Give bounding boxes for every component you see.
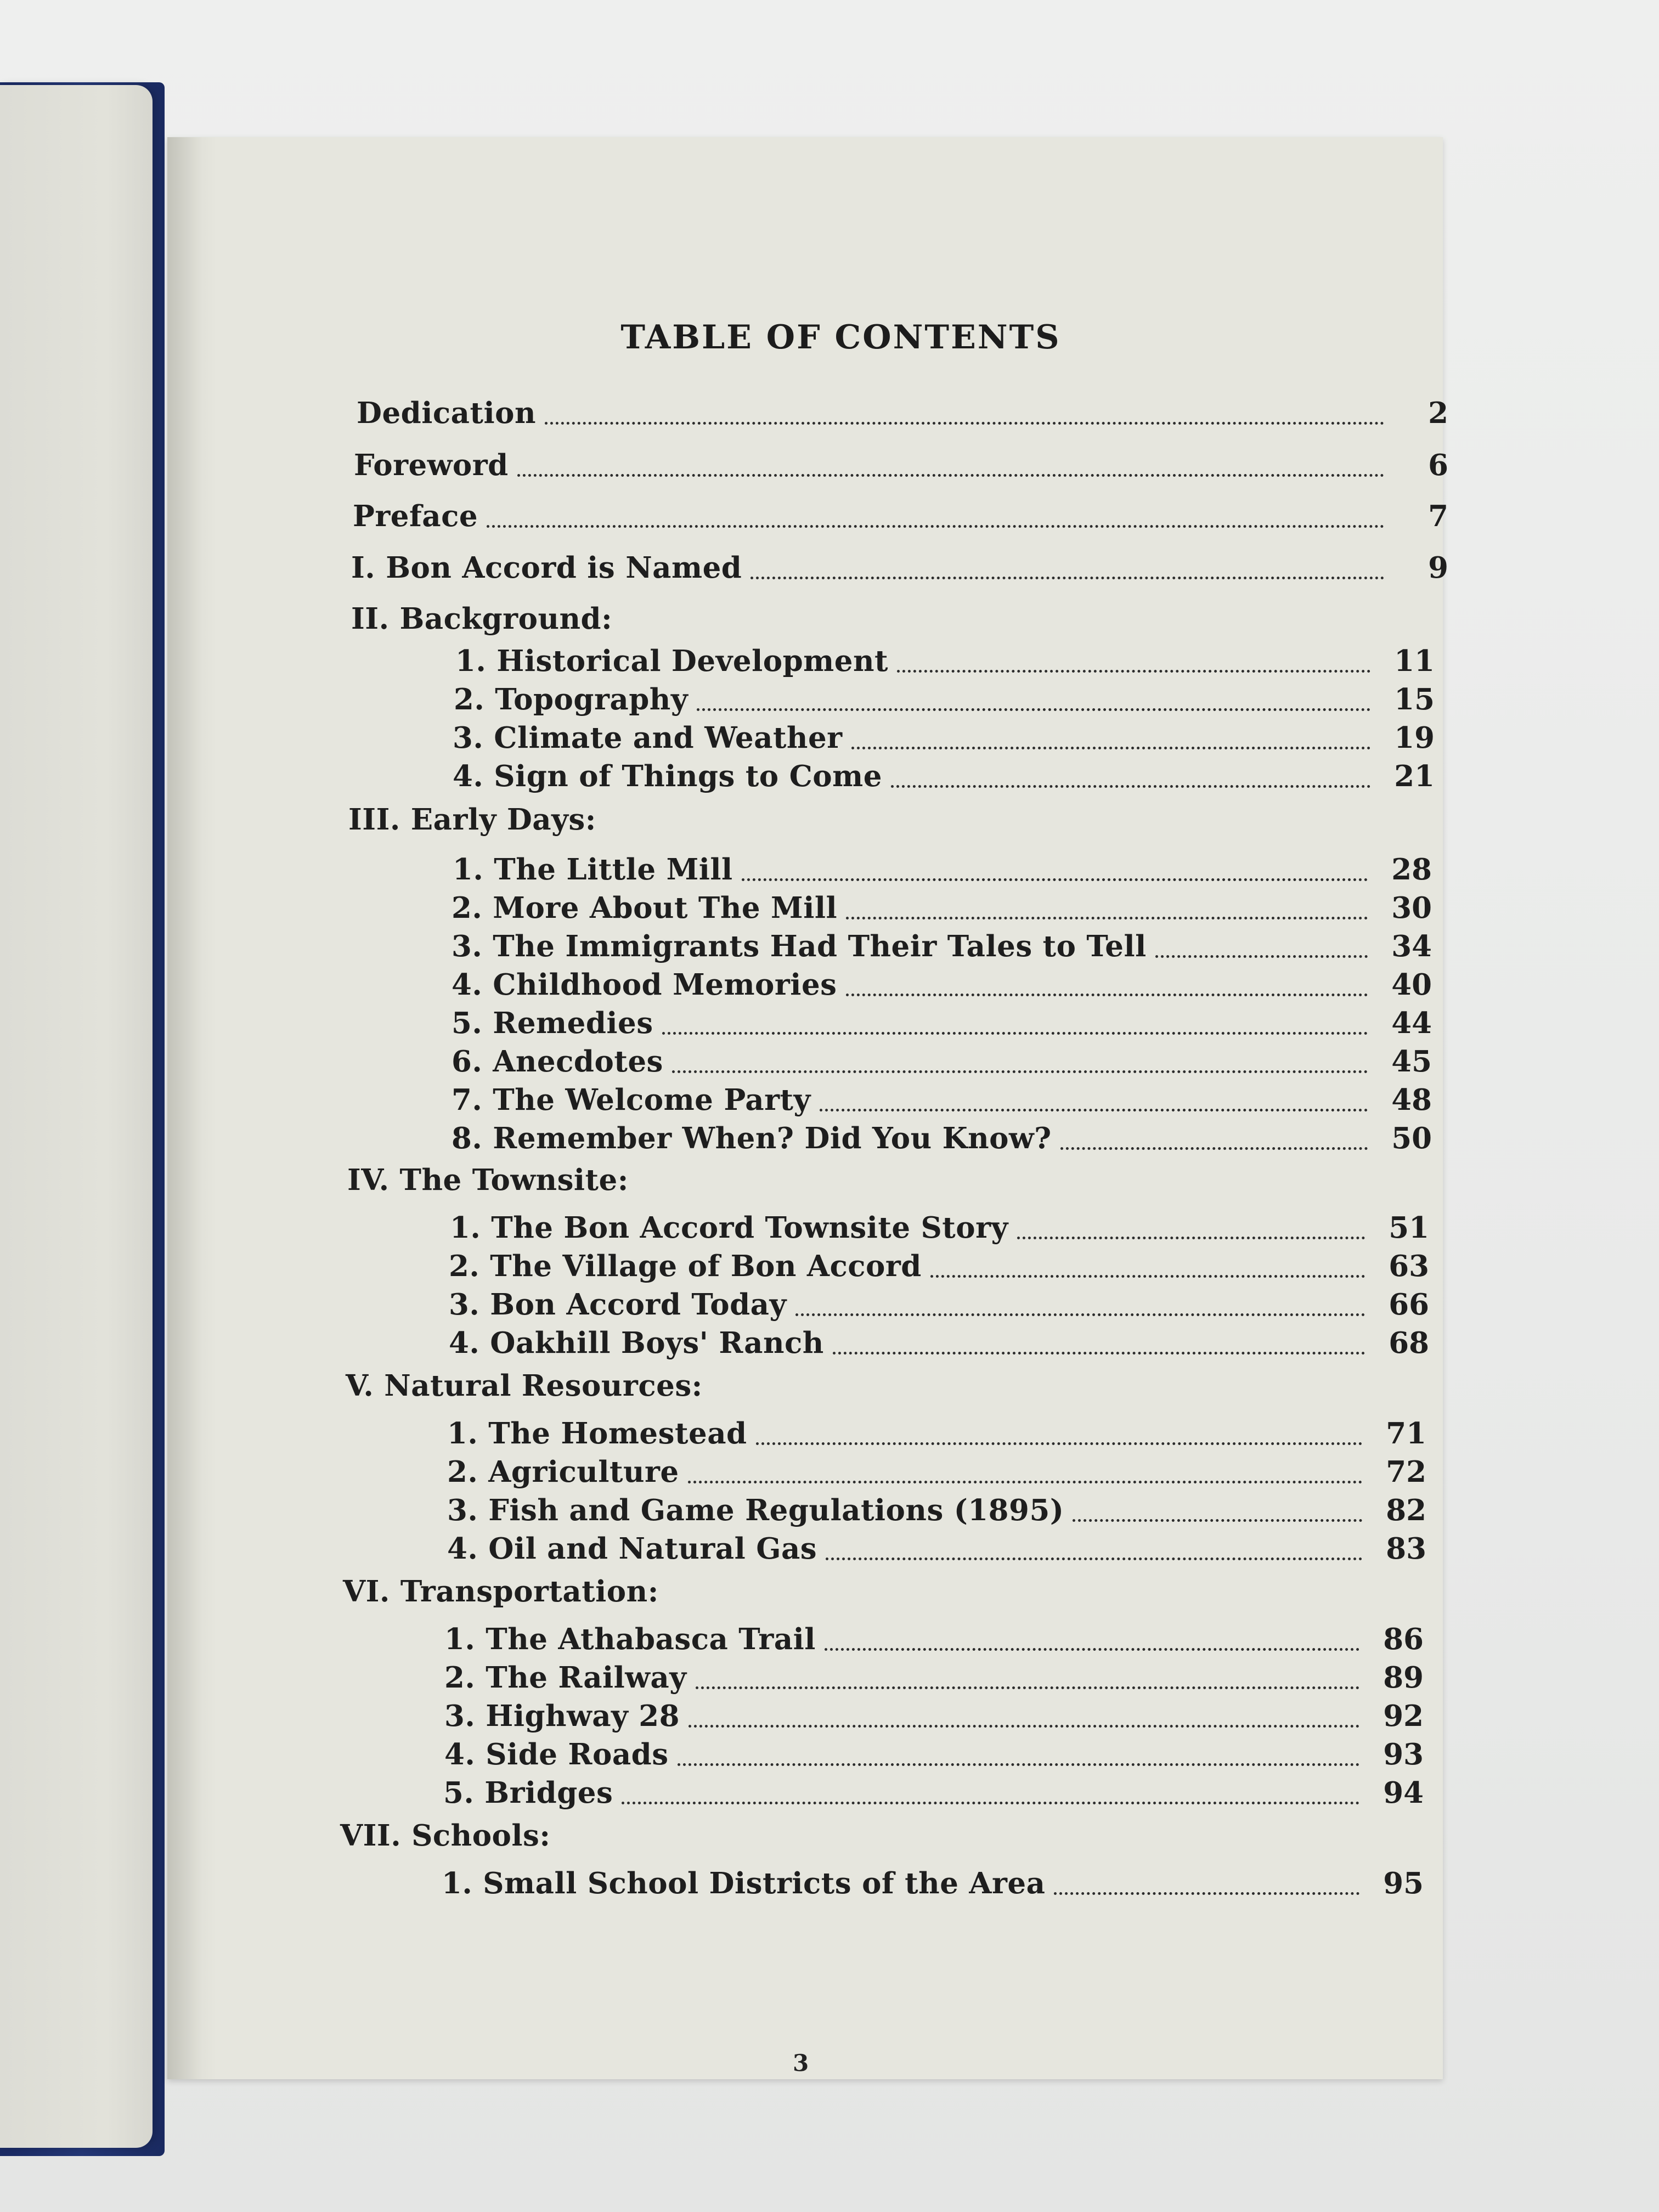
toc-entry-dedication [357,390,1448,428]
toc-section-heading: III. Early Days: [348,803,596,837]
toc-entry-label: 4. Side Roads [444,1737,669,1771]
toc-entry [454,676,1435,714]
toc-entry [450,1204,1429,1243]
toc-entry-page: 45 [1391,1045,1432,1079]
dot-leader [820,1109,1368,1111]
toc-entry-label: 4. Childhood Memories [452,968,837,1002]
toc-entry-page: 9 [1428,551,1448,585]
toc-entry [452,1076,1432,1115]
toc-entry-page: 34 [1391,929,1432,963]
toc-entry-label: 2. More About The Mill [452,891,838,925]
toc-entry-page: 83 [1386,1532,1426,1566]
toc-entry [452,884,1432,923]
toc-entry-page: 28 [1391,853,1432,887]
toc-entry-page: 21 [1394,759,1435,793]
dot-leader [833,1352,1365,1355]
dot-leader [688,1481,1362,1483]
toc-entry [453,753,1435,791]
toc-entry-label: 1. The Bon Accord Townsite Story [450,1211,1008,1245]
dot-leader [1017,1237,1365,1239]
toc-entry-page: 19 [1394,721,1435,755]
toc-entry-page: 92 [1383,1699,1424,1733]
dot-leader [545,422,1384,425]
toc-entry [452,1038,1432,1079]
toc-entry [449,1281,1429,1322]
toc-entry [447,1487,1426,1525]
toc-entry [452,1115,1432,1153]
toc-entry-page: 93 [1383,1737,1424,1771]
toc-entry-page: 66 [1389,1288,1429,1322]
toc-entry-page: 72 [1386,1455,1426,1489]
dot-leader [696,1686,1359,1689]
toc-entry-label: 7. The Welcome Party [452,1083,811,1117]
toc-section-heading: V. Natural Resources: [346,1369,703,1403]
toc-entry-label: 8. Remember When? Did You Know? [452,1121,1052,1155]
dot-leader [1054,1892,1359,1895]
toc-entry [447,1410,1426,1451]
toc-entry-foreword [354,442,1448,480]
dot-leader [891,785,1370,788]
toc-entry-page: 40 [1391,968,1432,1002]
toc-entry [444,1731,1424,1769]
toc-section-heading: VII. Schools: [340,1819,551,1853]
toc-entry-label: Preface [353,499,478,533]
toc-entry-page: 50 [1391,1121,1432,1155]
toc-entry-label: 2. The Village of Bon Accord [449,1249,922,1283]
toc-entry-label: Dedication [357,396,536,430]
page-number: 3 [793,2050,809,2076]
toc-entry-preface [353,493,1448,531]
toc-entry-label: 2. Agriculture [447,1455,679,1489]
dot-leader [795,1313,1365,1316]
toc-entry-label: 3. Highway 28 [444,1699,680,1733]
toc-section-heading: I. Bon Accord is Named [351,551,742,585]
dot-leader [678,1763,1359,1766]
toc-entry [442,1860,1424,1898]
dot-leader [517,474,1384,477]
toc-entry-page: 2 [1428,396,1448,430]
toc-entry-page: 44 [1391,1006,1432,1040]
toc-entry-page: 11 [1394,644,1435,678]
toc-entry-page: 86 [1383,1622,1424,1656]
dot-leader [846,917,1368,919]
dot-leader [756,1442,1362,1445]
toc-entry [453,714,1435,753]
toc-section-1 [351,544,1448,583]
toc-entry-label: 5. Bridges [443,1776,613,1810]
toc-entry-label: 1. The Homestead [447,1417,747,1451]
dot-leader [851,747,1370,749]
toc-entry-page: 68 [1389,1326,1429,1360]
toc-entry [443,1769,1424,1808]
toc-entry-label: 1. The Little Mill [453,853,733,887]
toc-entry-label: 1. The Athabasca Trail [444,1622,816,1656]
dot-leader [1073,1519,1362,1522]
toc-entry-page: 95 [1383,1866,1424,1900]
toc-entry-label: 2. The Railway [444,1661,687,1695]
toc-entry-page: 71 [1386,1417,1426,1451]
toc-entry [452,1000,1432,1038]
toc-entry-label: 1. Historical Development [455,644,888,678]
toc-entry [447,1448,1426,1487]
page-title: TABLE OF CONTENTS [620,318,1061,357]
toc-entry-page: 15 [1394,682,1435,716]
toc-section-heading: II. Background: [351,602,613,636]
toc-entry-label: 3. Climate and Weather [453,721,843,755]
toc-entry-page: 6 [1428,448,1448,482]
toc-entry-label: Foreword [354,448,509,482]
toc-entry-label: 6. Anecdotes [452,1045,663,1079]
toc-entry-label: 4. Oil and Natural Gas [447,1532,817,1566]
toc-entry-label: 3. Bon Accord Today [449,1288,787,1322]
dot-leader [826,1558,1362,1560]
dot-leader [689,1725,1359,1728]
toc-entry-page: 51 [1389,1211,1429,1245]
toc-entry [444,1616,1424,1654]
dot-leader [622,1802,1359,1804]
toc-entry-label: 4. Oakhill Boys' Ranch [449,1326,824,1360]
dot-leader [697,708,1370,711]
toc-entry [453,846,1432,887]
toc-entry [449,1243,1429,1281]
dot-leader [930,1275,1365,1278]
dot-leader [897,670,1370,673]
dot-leader [846,994,1368,996]
toc-entry [452,923,1432,961]
toc-section-heading: VI. Transportation: [343,1575,659,1609]
book-page [167,137,1448,2079]
dot-leader [662,1032,1368,1035]
toc-entry-page: 30 [1391,891,1432,925]
toc-entry-label: 4. Sign of Things to Come [453,759,882,793]
toc-entry-label: 3. Fish and Game Regulations (1895) [447,1493,1064,1527]
toc-entry-page: 7 [1428,499,1448,533]
toc-entry [455,637,1435,676]
toc-entry-label: 5. Remedies [452,1006,653,1040]
toc-entry-page: 89 [1383,1661,1424,1695]
toc-entry-label: 3. The Immigrants Had Their Tales to Tell [452,929,1147,963]
toc-entry [444,1654,1424,1695]
dot-leader [1155,955,1368,958]
dot-leader [487,525,1384,528]
left-page-edge [0,85,153,2148]
toc-entry [449,1319,1429,1358]
dot-leader [1060,1147,1368,1150]
dot-leader [742,878,1368,881]
toc-entry-label: 2. Topography [454,682,689,716]
dot-leader [672,1070,1368,1073]
toc-entry-label: 1. Small School Districts of the Area [442,1866,1046,1900]
dot-leader [825,1648,1359,1651]
toc-entry-page: 63 [1389,1249,1429,1283]
toc-entry-page: 48 [1391,1083,1432,1117]
toc-section-heading: IV. The Townsite: [347,1163,629,1197]
toc-entry [444,1692,1424,1731]
dot-leader [751,577,1384,579]
toc-entry-page: 94 [1383,1776,1424,1810]
toc-entry [447,1525,1426,1564]
toc-entry [452,961,1432,1000]
page-gutter-shadow [167,137,217,2079]
toc-entry-page: 82 [1386,1493,1426,1527]
